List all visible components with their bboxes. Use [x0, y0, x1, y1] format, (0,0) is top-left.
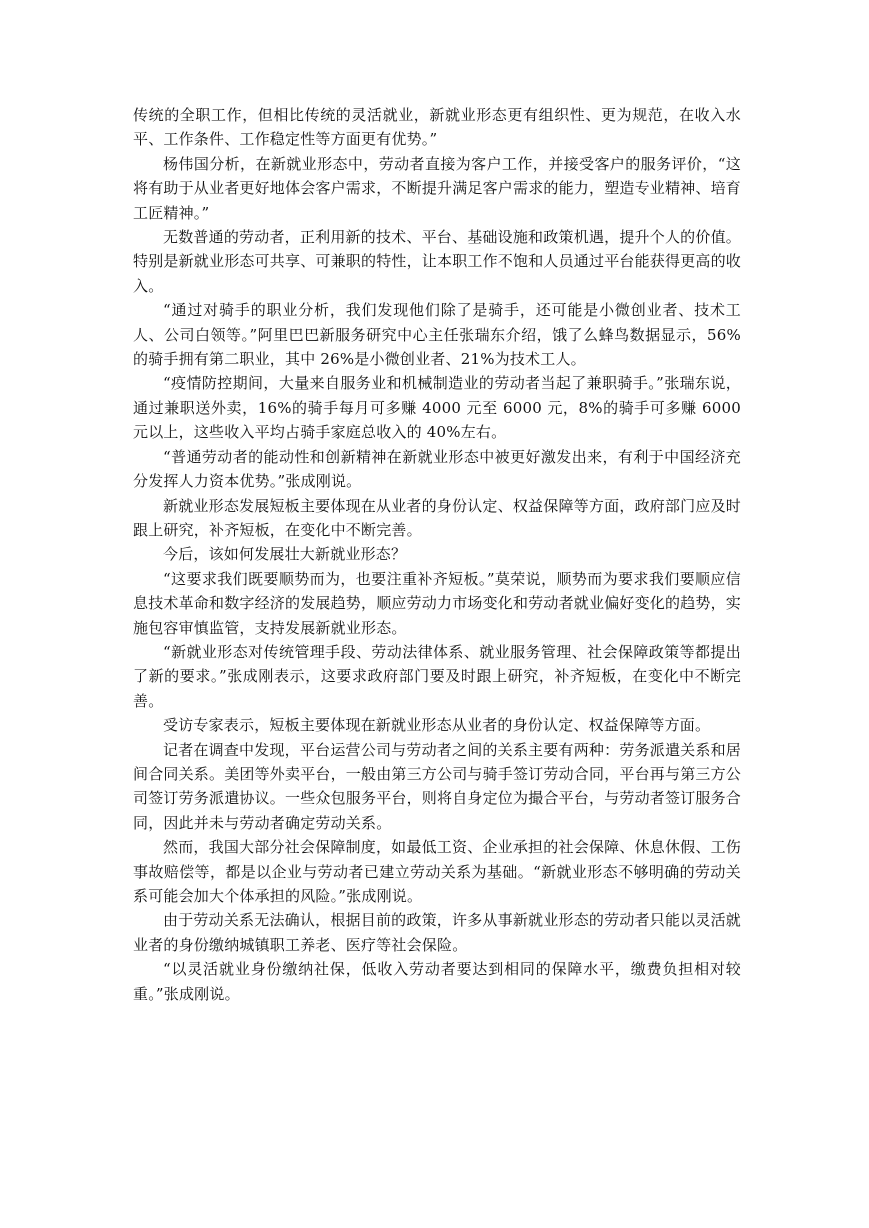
paragraph-9: “这要求我们既要顺势而为，也要注重补齐短板。”莫荣说，顺势而为要求我们要顺应信息技术革命和数字经济的发展趋势，顺应劳动力市场变化和劳动者就业偏好变化的趋势，实施包容审慎监管，支持发展新就业形态。	[133, 569, 742, 637]
paragraph-7: 新就业形态发展短板主要体现在从业者的身份认定、权益保障等方面，政府部门应及时跟上研究，补齐短板，在变化中不断完善。	[133, 496, 741, 539]
paragraph-6: “普通劳动者的能动性和创新精神在新就业形态中被更好激发出来，有利于中国经济充分发挥人力资本优势。”张成刚说。	[133, 447, 741, 491]
paragraph-5: “疫情防控期间，大量来自服务业和机械制造业的劳动者当起了兼职骑手。”张瑞东说，通过兼职送外卖，16%的骑手每月可多赚 4000 元至 6000 元，8%的骑手可多赚 6000 元以上，这些收入平均占骑手家庭总收入的 40%左右。	[133, 374, 741, 442]
paragraph-12: 记者在调查中发现，平台运营公司与劳动者之间的关系主要有两种：劳务派遣关系和居间合同关系。美团等外卖平台，一般由第三方公司与骑手签订劳动合同，平台再与第三方公司签订劳务派遣协议。一些众包服务平台，则将自身定位为撮合平台，与劳动者签订服务合同，因此并未与劳动者确定劳动关系。	[133, 740, 742, 832]
paragraph-11: 受访专家表示，短板主要体现在新就业形态从业者的身份认定、权益保障等方面。	[163, 716, 711, 735]
paragraph-15: “以灵活就业身份缴纳社保，低收入劳动者要达到相同的保障水平，缴费负担相对较重。”张成刚说。	[133, 960, 741, 1003]
paragraph-10: “新就业形态对传统管理手段、劳动法律体系、就业服务管理、社会保障政策等都提出了新的要求。”张成刚表示，这要求政府部门要及时跟上研究，补齐短板，在变化中不断完善。	[133, 642, 741, 710]
paragraph-13: 然而，我国大部分社会保障制度，如最低工资、企业承担的社会保障、休息休假、工伤事故赔偿等，都是以企业与劳动者已建立劳动关系为基础。“新就业形态不够明确的劳动关系可能会加大个体承担的风险。”张成刚说。	[133, 838, 741, 905]
paragraph-14: 由于劳动关系无法确认，根据目前的政策，许多从事新就业形态的劳动者只能以灵活就业者的身份缴纳城镇职工养老、医疗等社会保险。	[133, 911, 741, 954]
paragraph-2: 杨伟国分析，在新就业形态中，劳动者直接为客户工作，并接受客户的服务评价，“这将有助于从业者更好地体会客户需求，不断提升满足客户需求的能力，塑造专业精神、培育工匠精神。”	[133, 154, 742, 222]
paragraph-3: 无数普通的劳动者，正利用新的技术、平台、基础设施和政策机遇，提升个人的价值。特别是新就业形态可共享、可兼职的特性，让本职工作不饱和人员通过平台能获得更高的收入。	[133, 228, 742, 295]
paragraph-4: “通过对骑手的职业分析，我们发现他们除了是骑手，还可能是小微创业者、技术工人、公司白领等。”阿里巴巴新服务研究中心主任张瑞东介绍，饿了么蜂鸟数据显示，56%的骑手拥有第二职业，其中 26%是小微创业者、21%为技术工人。	[133, 301, 741, 369]
paragraph-8: 今后，该如何发展壮大新就业形态？	[163, 545, 407, 564]
article-body	[133, 103, 741, 1006]
paragraph-1: 传统的全职工作，但相比传统的灵活就业，新就业形态更有组织性、更为规范，在收入水平、工作条件、工作稳定性等方面更有优势。”	[133, 106, 741, 149]
